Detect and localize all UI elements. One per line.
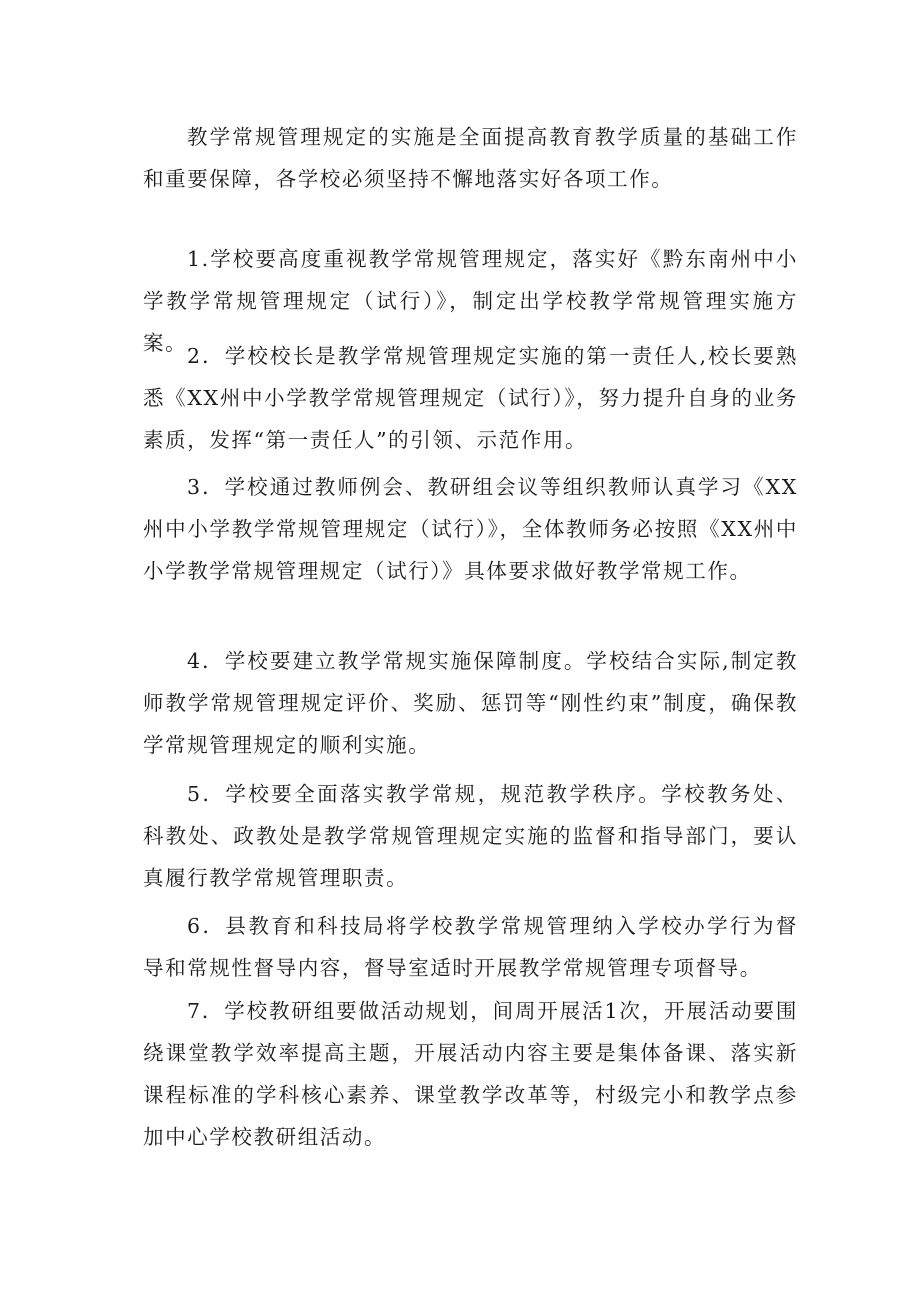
- item-7-paragraph: 7．学校教研组要做活动规划，间周开展活1次，开展活动要围绕课堂教学效率提高主题，开展活动内容主要是集体备课、落实新课程标准的学科核心素养、课堂教学改革等，村级完小和教学点参加中心学校教研组活动。: [143, 999, 798, 1149]
- item-5-paragraph: 5．学校要全面落实教学常规，规范教学秩序。学校教务处、科教处、政教处是教学常规管理规定实施的监督和指导部门，要认真履行教学常规管理职责。: [143, 782, 798, 890]
- item-2-paragraph: 2．学校校长是教学常规管理规定实施的第一责任人,校长要熟悉《XX州中小学教学常规管理规定（试行）》，努力提升自身的业务素质，发挥“第一责任人”的引领、示范作用。: [143, 344, 798, 452]
- item-1-paragraph: 1.学校要高度重视教学常规管理规定，落实好《黔东南州中小学教学常规管理规定（试行）》，制定出学校教学常规管理实施方案。: [143, 247, 798, 355]
- item-4-paragraph: 4．学校要建立教学常规实施保障制度。学校结合实际,制定教师教学常规管理规定评价、奖励、惩罚等“刚性约束”制度，确保教学常规管理规定的顺利实施。: [143, 649, 798, 757]
- item-3-paragraph: 3．学校通过教师例会、教研组会议等组织教师认真学习《XX州中小学教学常规管理规定（试行）》，全体教师务必按照《XX州中小学教学常规管理规定（试行）》具体要求做好教学常规工作。: [143, 475, 798, 583]
- item-6-paragraph: 6．县教育和科技局将学校教学常规管理纳入学校办学行为督导和常规性督导内容，督导室适时开展教学常规管理专项督导。: [143, 914, 798, 980]
- intro-paragraph: 教学常规管理规定的实施是全面提高教育教学质量的基础工作和重要保障，各学校必须坚持不懈地落实好各项工作。: [143, 125, 798, 191]
